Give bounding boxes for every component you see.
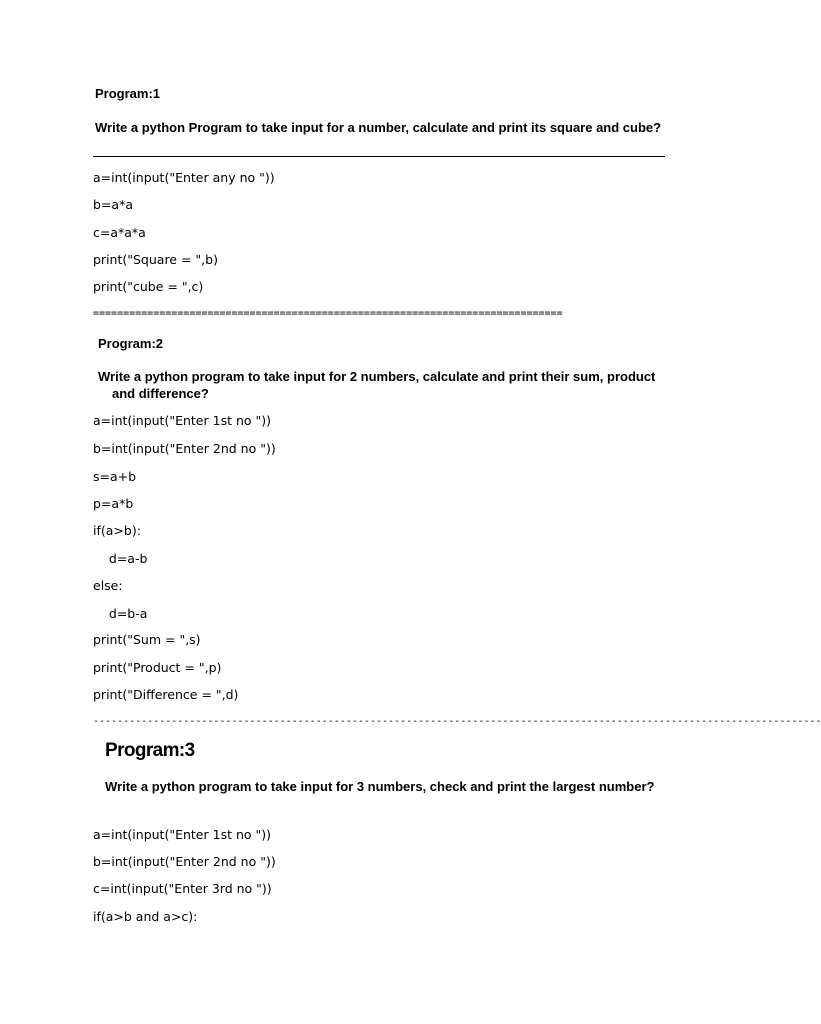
program3-code-line: if(a>b and a>c): — [93, 909, 198, 924]
program3-code-line: b=int(input("Enter 2nd no ")) — [93, 854, 276, 869]
program2-code-line: d=b-a — [93, 606, 148, 621]
program2-code-line: print("Difference = ",d) — [93, 687, 239, 702]
program1-code-line: print("cube = ",c) — [93, 279, 204, 294]
program2-code-line: b=int(input("Enter 2nd no ")) — [93, 441, 276, 456]
program2-code-line: else: — [93, 578, 123, 593]
program1-separator: ============================================================================== — [93, 308, 563, 319]
program3-question: Write a python program to take input for 3 numbers, check and print the largest number? — [105, 779, 655, 794]
program1-code-line: b=a*a — [93, 197, 133, 212]
program2-title: Program:2 — [98, 336, 164, 351]
program1-question: Write a python Program to take input for a number, calculate and print its square and cube? — [95, 120, 662, 135]
program1-code-line: c=a*a*a — [93, 225, 146, 240]
program2-code-line: s=a+b — [93, 469, 137, 484]
program2-code-line: d=a-b — [93, 551, 148, 566]
program2-question-line2: and difference? — [112, 386, 209, 401]
program2-code-line: a=int(input("Enter 1st no ")) — [93, 413, 271, 428]
program2-code-line: print("Sum = ",s) — [93, 632, 201, 647]
program1-code-line: a=int(input("Enter any no ")) — [93, 170, 275, 185]
program1-underline — [93, 156, 665, 157]
program2-separator: ------------------------------------------------------------------------------------------------------------------------- — [93, 716, 821, 727]
program2-code-line: p=a*b — [93, 496, 134, 511]
program3-code-line: a=int(input("Enter 1st no ")) — [93, 827, 271, 842]
program3-title: Program:3 — [105, 740, 195, 761]
program2-question-line1: Write a python program to take input for 2 numbers, calculate and print their sum, product — [98, 369, 656, 384]
program2-code-line: print("Product = ",p) — [93, 660, 222, 675]
program1-code-line: print("Square = ",b) — [93, 252, 218, 267]
program1-title: Program:1 — [95, 86, 161, 101]
program2-code-line: if(a>b): — [93, 523, 141, 538]
program3-code-line: c=int(input("Enter 3rd no ")) — [93, 881, 272, 896]
